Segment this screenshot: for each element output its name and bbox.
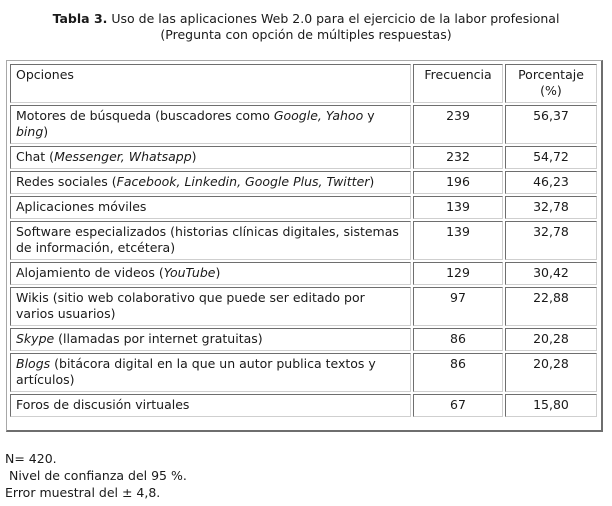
option-text: )	[191, 149, 197, 164]
caption-title: Uso de las aplicaciones Web 2.0 para el ejercicio de la labor profesional	[107, 11, 560, 26]
option-cell	[10, 328, 411, 351]
table-row	[10, 105, 597, 144]
header-porcentaje: Porcentaje (%)	[505, 64, 597, 103]
percentage-cell: 56,37	[505, 105, 597, 144]
option-text: Alojamiento de videos (	[16, 265, 164, 280]
data-table-frame	[6, 60, 603, 432]
option-cell	[10, 146, 411, 169]
table-notes	[5, 450, 187, 501]
table-caption	[0, 11, 612, 43]
frequency-cell: 196	[413, 171, 503, 194]
option-text: Redes sociales (	[16, 174, 117, 189]
table-row	[10, 394, 597, 417]
option-text: Foros de discusión virtuales	[16, 397, 190, 412]
option-text-italic: Facebook, Linkedin, Google Plus, Twitter	[116, 174, 370, 189]
option-text-italic: bing	[16, 124, 44, 139]
option-text: Wikis (sitio web colaborativo que puede ser editado por varios usuarios)	[16, 290, 365, 321]
option-cell	[10, 221, 411, 260]
frequency-cell: 86	[413, 328, 503, 351]
option-cell	[10, 196, 411, 219]
option-text: Software especializados (historias clínicas digitales, sistemas de información, etcétera)	[16, 224, 399, 255]
percentage-cell: 32,78	[505, 196, 597, 219]
option-text: y	[363, 108, 375, 123]
caption-label: Tabla 3.	[52, 11, 108, 26]
data-table	[8, 62, 599, 419]
option-text: Motores de búsqueda (buscadores como	[16, 108, 274, 123]
option-text: )	[215, 265, 221, 280]
header-frecuencia: Frecuencia	[413, 64, 503, 103]
percentage-cell: 20,28	[505, 328, 597, 351]
frequency-cell: 139	[413, 221, 503, 260]
option-text-italic: Blogs	[16, 356, 51, 371]
frequency-cell: 129	[413, 262, 503, 285]
note-sampling-error: Error muestral del ± 4,8.	[5, 485, 161, 500]
table-row	[10, 353, 597, 392]
header-opciones: Opciones	[10, 64, 411, 103]
percentage-cell: 46,23	[505, 171, 597, 194]
option-cell	[10, 171, 411, 194]
option-text: (llamadas por internet gratuitas)	[54, 331, 263, 346]
table-row	[10, 221, 597, 260]
table-row	[10, 262, 597, 285]
option-cell	[10, 394, 411, 417]
frequency-cell: 97	[413, 287, 503, 326]
table-row	[10, 171, 597, 194]
frequency-cell: 239	[413, 105, 503, 144]
caption-line-1	[0, 11, 612, 27]
table-row	[10, 328, 597, 351]
option-cell	[10, 287, 411, 326]
table-row	[10, 287, 597, 326]
option-cell	[10, 262, 411, 285]
note-sample-size: N= 420.	[5, 451, 57, 466]
frequency-cell: 232	[413, 146, 503, 169]
percentage-cell: 22,88	[505, 287, 597, 326]
option-cell	[10, 353, 411, 392]
option-text-italic: Skype	[16, 331, 55, 346]
option-text: )	[369, 174, 375, 189]
caption-line-2: (Pregunta con opción de múltiples respuestas)	[160, 27, 452, 42]
frequency-cell: 86	[413, 353, 503, 392]
header-row	[10, 64, 597, 103]
option-text: )	[43, 124, 49, 139]
option-text: (bitácora digital en la que un autor publica textos y artículos)	[16, 356, 376, 387]
percentage-cell: 15,80	[505, 394, 597, 417]
option-text-italic: Google, Yahoo	[273, 108, 364, 123]
table-row	[10, 196, 597, 219]
note-confidence-level: Nivel de confianza del 95 %.	[5, 468, 187, 483]
frequency-cell: 67	[413, 394, 503, 417]
percentage-cell: 32,78	[505, 221, 597, 260]
option-text: Chat (	[16, 149, 55, 164]
percentage-cell: 20,28	[505, 353, 597, 392]
option-text-italic: Messenger, Whatsapp	[54, 149, 192, 164]
frequency-cell: 139	[413, 196, 503, 219]
option-text-italic: YouTube	[163, 265, 216, 280]
percentage-cell: 30,42	[505, 262, 597, 285]
table-row	[10, 146, 597, 169]
percentage-cell: 54,72	[505, 146, 597, 169]
option-cell	[10, 105, 411, 144]
option-text: Aplicaciones móviles	[16, 199, 147, 214]
